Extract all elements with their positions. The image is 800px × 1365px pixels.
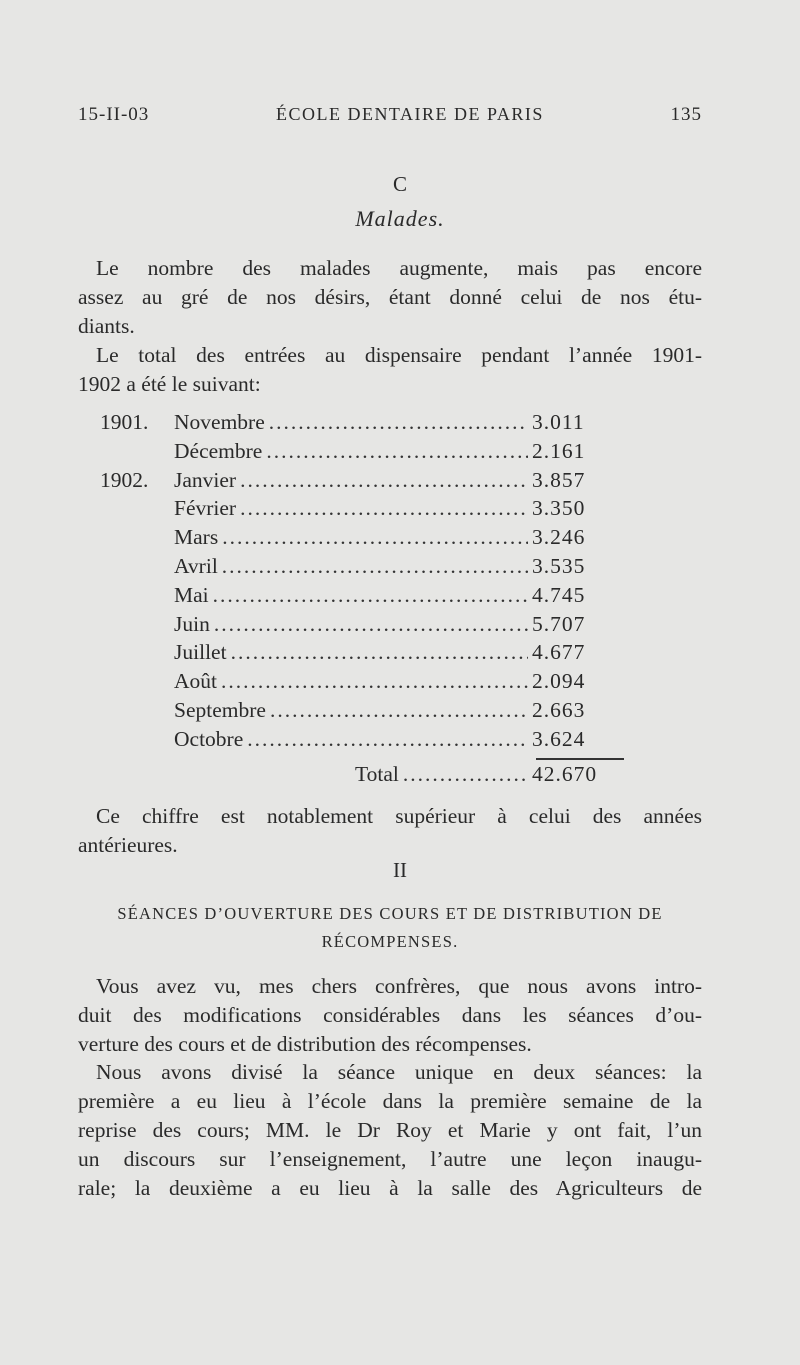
row-value: 3.246 [532, 525, 586, 550]
leader-dots [221, 669, 528, 694]
leader-dots [222, 554, 528, 579]
table-row [100, 554, 620, 583]
total-value: 42.670 [532, 762, 598, 786]
paragraph-total-intro [78, 341, 702, 399]
table-row [100, 525, 620, 554]
text-line: reprise des cours; MM. le Dr Roy et Marie y ont fait, l’un [78, 1118, 702, 1142]
section-title: Malades. [355, 206, 445, 231]
table-row [100, 583, 620, 612]
row-month: Décembre [174, 438, 263, 463]
header-title: ÉCOLE DENTAIRE DE PARIS [275, 104, 544, 124]
text-line: Vous avez vu, mes chers confrères, que nous avons intro- [96, 974, 702, 998]
table-row [100, 612, 620, 641]
leader-dots [231, 640, 528, 665]
text-line: première a eu lieu à l’école dans la première semaine de la [78, 1089, 702, 1113]
row-value: 3.857 [532, 467, 586, 492]
text-line: verture des cours et de distribution des récompenses. [78, 1032, 532, 1056]
table-row [100, 669, 620, 698]
paragraph-modifications [78, 972, 702, 1059]
text-line: Le total des entrées au dispensaire pendant l’année 1901- [96, 343, 702, 367]
table-row [100, 496, 620, 525]
row-month: Août [174, 669, 217, 694]
text-line: rale; la deuxième a eu lieu à la salle des Agriculteurs de [78, 1176, 702, 1200]
part-heading [78, 900, 702, 956]
paragraph-comparison [78, 802, 702, 860]
row-value: 4.677 [532, 640, 586, 665]
table-row [100, 727, 620, 756]
leader-dots [240, 496, 528, 521]
leader-dots [214, 612, 528, 637]
leader-dots [213, 583, 528, 608]
header-date: 15-II-03 [78, 104, 150, 125]
row-value: 2.161 [532, 438, 586, 463]
total-row [355, 762, 620, 787]
row-value: 3.535 [532, 553, 586, 578]
row-year: 1901. [100, 410, 149, 434]
row-month: Septembre [174, 697, 266, 722]
text-line: Ce chiffre est notablement supérieur à celui des années [96, 804, 702, 828]
row-value: 5.707 [532, 611, 586, 636]
page-number: 135 [670, 104, 702, 125]
text-line: 1902 a été le suivant: [78, 372, 261, 396]
leader-dots [270, 698, 528, 723]
row-month: Juin [174, 611, 210, 636]
row-value: 3.011 [532, 410, 585, 434]
leader-dots [266, 439, 528, 464]
row-month: Novembre [174, 410, 265, 434]
total-rule [536, 758, 624, 760]
row-month: Février [174, 496, 237, 521]
row-month: Mai [174, 582, 209, 607]
part-number: II [393, 858, 407, 882]
row-value: 3.624 [532, 726, 586, 751]
paragraph-malades [78, 254, 702, 341]
table-row [100, 698, 620, 727]
heading-line: RÉCOMPENSES. [321, 932, 459, 951]
table-row [100, 439, 620, 468]
row-value: 3.350 [532, 496, 586, 521]
text-line: antérieures. [78, 833, 178, 857]
heading-line: SÉANCES D’OUVERTURE DES COURS ET DE DISTRIBUTION DE [117, 904, 663, 923]
leader-dots [247, 727, 528, 752]
text-line: duit des modifications considérables dans les séances d’ou- [78, 1003, 702, 1027]
table-row [100, 640, 620, 669]
row-month: Janvier [174, 467, 237, 492]
dispensary-table [100, 410, 620, 756]
text-line: Nous avons divisé la séance unique en deux séances: la [96, 1060, 702, 1084]
leader-dots [222, 525, 528, 550]
section-letter: C [392, 172, 407, 196]
table-row [100, 410, 620, 439]
row-month: Juillet [174, 640, 227, 665]
text-line: diants. [78, 314, 135, 338]
table-row [100, 468, 620, 497]
text-line: assez au gré de nos désirs, étant donné celui de nos étu- [78, 285, 702, 309]
total-label: Total [355, 762, 399, 786]
running-header [78, 104, 702, 126]
leader-dots [269, 410, 528, 435]
leader-dots [240, 468, 528, 493]
leader-dots [403, 762, 528, 787]
text-line: Le nombre des malades augmente, mais pas encore [96, 256, 702, 280]
row-value: 2.663 [532, 697, 586, 722]
row-month: Avril [174, 553, 218, 578]
row-value: 2.094 [532, 669, 586, 694]
row-month: Octobre [174, 726, 244, 751]
row-month: Mars [174, 525, 219, 550]
paragraph-seances [78, 1058, 702, 1203]
text-line: un discours sur l’enseignement, l’autre une leçon inaugu- [78, 1147, 702, 1171]
row-value: 4.745 [532, 582, 586, 607]
row-year: 1902. [100, 467, 149, 492]
